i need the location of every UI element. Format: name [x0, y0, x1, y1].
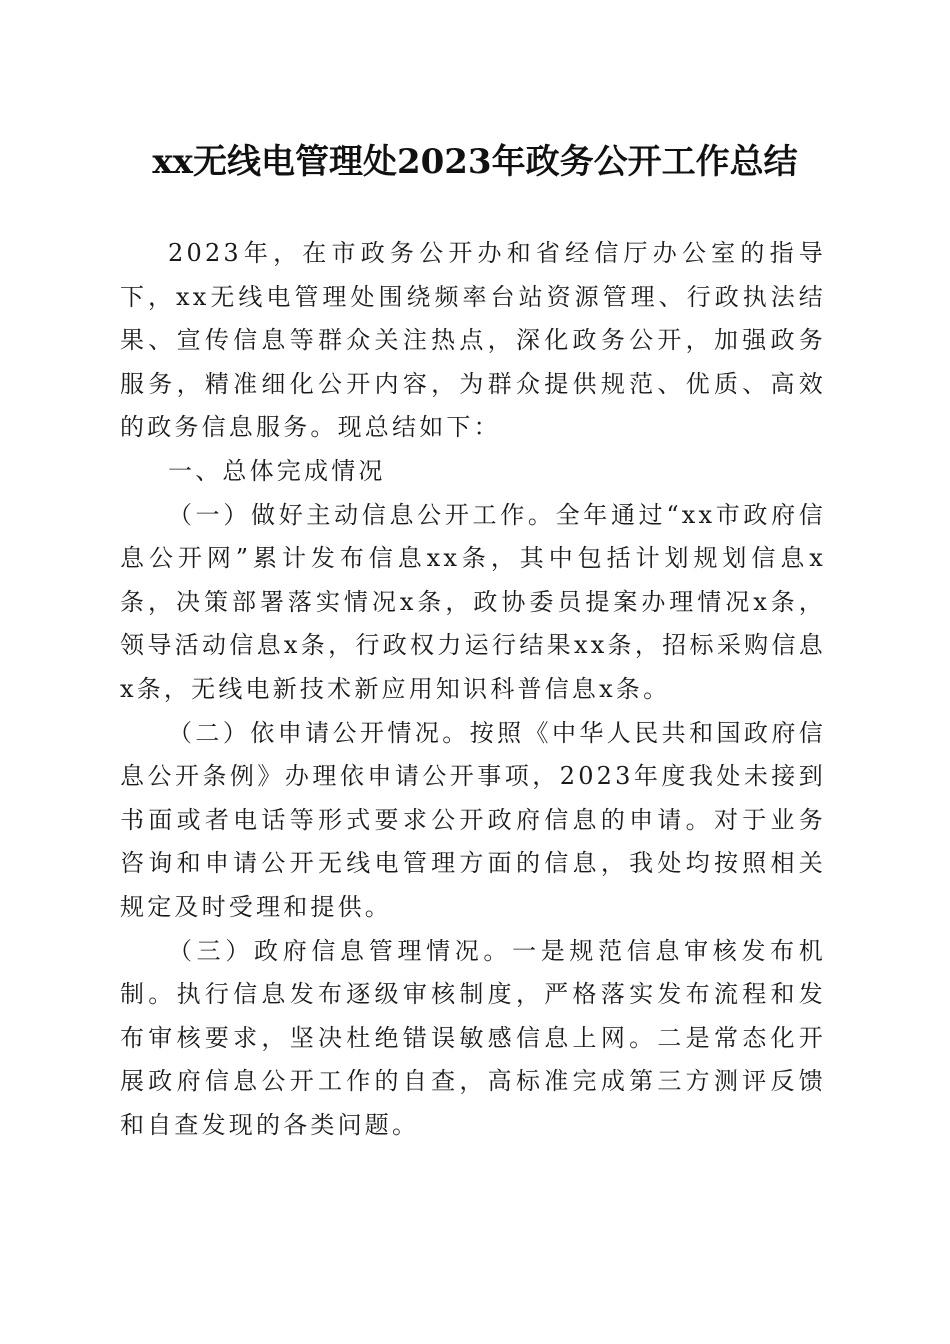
- intro-paragraph: 2023年，在市政务公开办和省经信厅办公室的指导下，xx无线电管理处围绕频率台站资源管理、行政执法结果、宣传信息等群众关注热点，深化政务公开，加强政务服务，精准细化公开内容，为群众提供规范、优质、高效的政务信息服务。现总结如下：: [120, 239, 826, 442]
- paragraph-application-disclosure: （二）依申请公开情况。按照《中华人民共和国政府信息公开条例》办理依申请公开事项，2023年度我处未接到书面或者电话等形式要求公开政府信息的申请。对于业务咨询和申请公开无线电管理方面的信息，我处均按照相关规定及时受理和提供。: [120, 718, 826, 921]
- paragraph-active-disclosure: （一）做好主动信息公开工作。全年通过“xx市政府信息公开网”累计发布信息xx条，其中包括计划规划信息x条，决策部署落实情况x条，政协委员提案办理情况x条，领导活动信息x条，行政权力运行结果xx条，招标采购信息x条，无线电新技术新应用知识科普信息x条。: [120, 500, 826, 703]
- document-title: xx无线电管理处2023年政务公开工作总结: [152, 142, 798, 182]
- section-heading: 一、总体完成情况: [168, 456, 386, 485]
- paragraph-information-management: （三）政府信息管理情况。一是规范信息审核发布机制。执行信息发布逐级审核制度，严格落实发布流程和发布审核要求，坚决杜绝错误敏感信息上网。二是常态化开展政府信息公开工作的自查，高标准完成第三方测评反馈和自查发现的各类问题。: [120, 936, 826, 1139]
- document-body: [120, 232, 826, 1147]
